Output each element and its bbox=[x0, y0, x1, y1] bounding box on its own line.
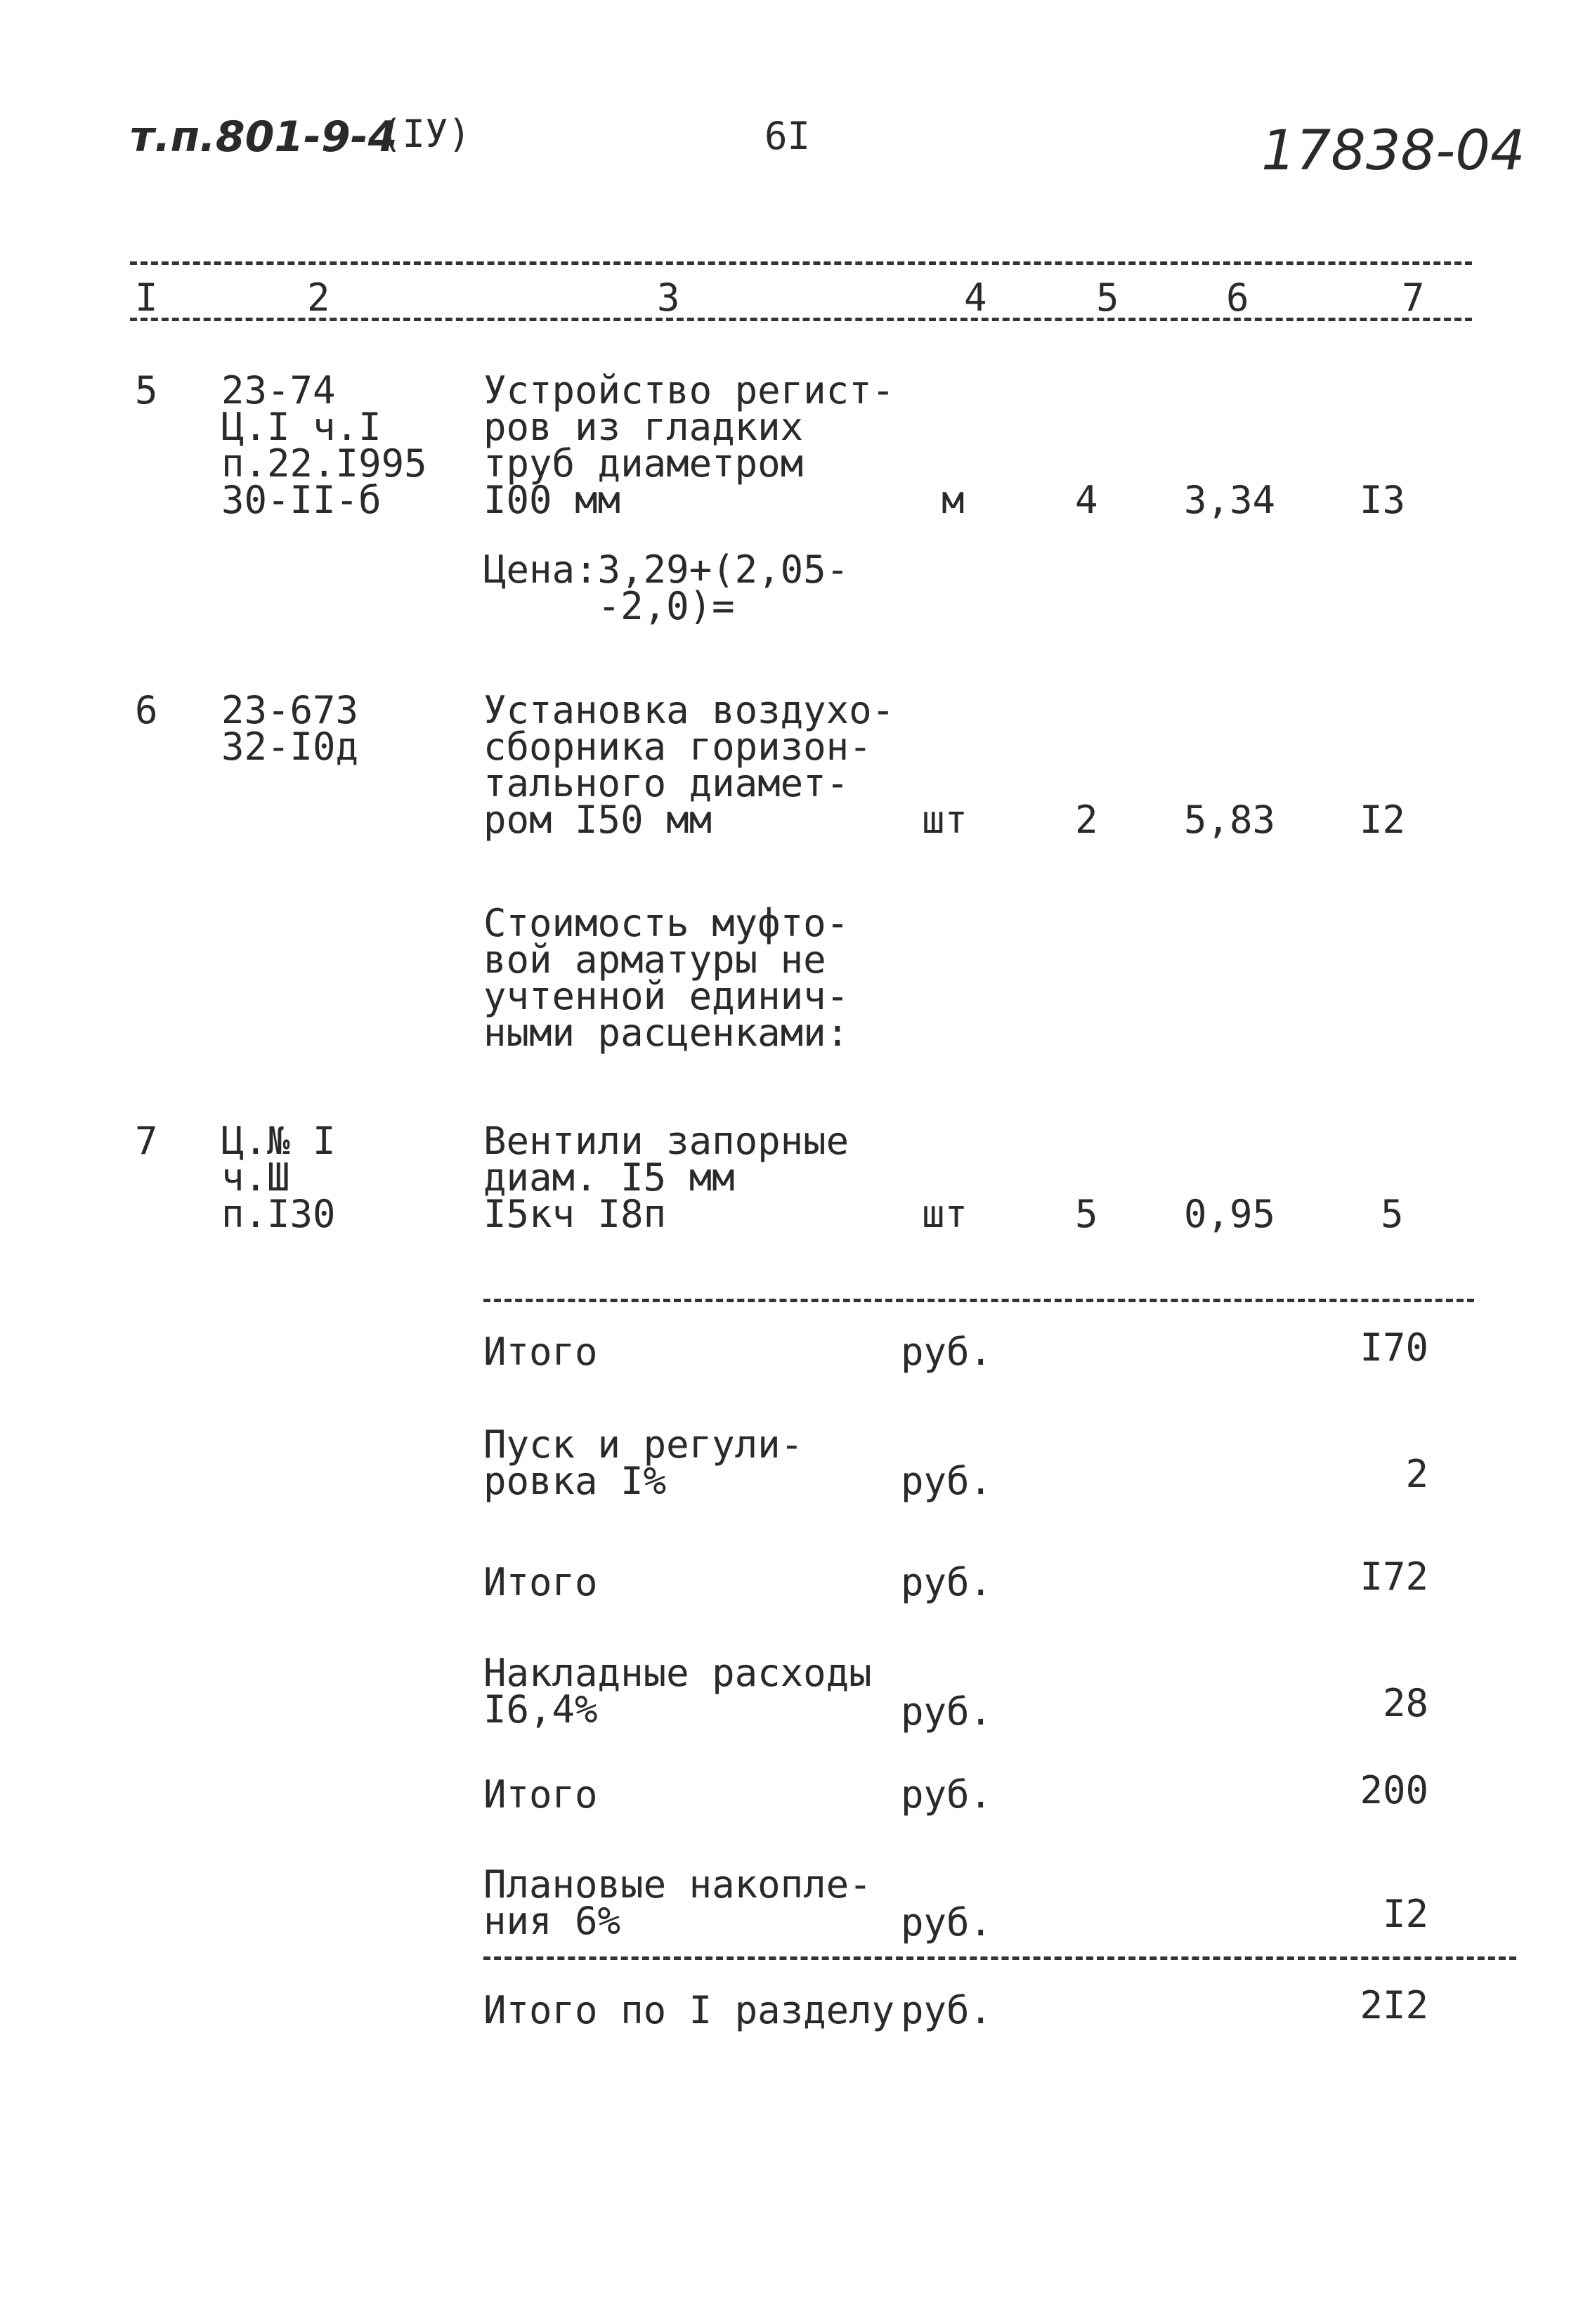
row-price: 5,83 bbox=[1184, 798, 1276, 842]
row-unit: шт bbox=[922, 798, 968, 842]
summary-unit: руб. bbox=[901, 1772, 993, 1817]
row-unit: м bbox=[942, 478, 965, 522]
row-total: I2 bbox=[1360, 798, 1406, 842]
row-qty: 5 bbox=[1075, 1192, 1098, 1236]
doc-code: т.п.801-9-4 bbox=[130, 112, 398, 162]
summary-label: Накладные расходы I6,4% bbox=[483, 1651, 872, 1732]
row-price: 3,34 bbox=[1184, 478, 1276, 522]
summary-top-rule bbox=[483, 1299, 1474, 1302]
row-ref: Ц.№ I ч.Ш п.I30 bbox=[221, 1119, 336, 1236]
col-header-5: 5 bbox=[1096, 275, 1119, 320]
summary-unit: руб. bbox=[901, 1689, 993, 1734]
row-desc: Установка воздухо- сборника горизон- тального диамет- ром I50 мм bbox=[483, 688, 895, 842]
page-number: 6I bbox=[764, 114, 811, 158]
summary-value: 28 bbox=[1382, 1681, 1428, 1725]
row-qty: 2 bbox=[1075, 798, 1098, 842]
col-header-7: 7 bbox=[1402, 275, 1425, 320]
grand-total-label: Итого по I разделу bbox=[483, 1988, 895, 2032]
row-ref: 23-673 32-I0д bbox=[221, 688, 359, 769]
row-note: Цена:3,29+(2,05- -2,0)= bbox=[483, 547, 849, 628]
header-top-rule bbox=[130, 261, 1472, 265]
row-qty: 4 bbox=[1075, 478, 1098, 522]
summary-value: 200 bbox=[1360, 1768, 1428, 1812]
summary-unit: руб. bbox=[901, 1560, 993, 1604]
section-note: Стоимость муфто- вой арматуры не учтенной единич- ными расценками: bbox=[483, 901, 849, 1055]
summary-label: Итого bbox=[483, 1560, 598, 1604]
col-header-4: 4 bbox=[964, 275, 987, 320]
summary-label: Плановые накопле- ния 6% bbox=[483, 1862, 872, 1943]
summary-value: I72 bbox=[1360, 1554, 1428, 1599]
header-bottom-rule bbox=[130, 318, 1472, 321]
grand-total-value: 2I2 bbox=[1360, 1983, 1428, 2027]
summary-value: 2 bbox=[1405, 1452, 1428, 1496]
row-price: 0,95 bbox=[1184, 1192, 1276, 1236]
row-num: 7 bbox=[135, 1119, 158, 1163]
col-header-3: 3 bbox=[657, 275, 680, 320]
summary-value: I70 bbox=[1360, 1325, 1428, 1370]
summary-label: Итого bbox=[483, 1772, 598, 1817]
col-header-1: I bbox=[135, 275, 158, 320]
inventory-number: 17838-04 bbox=[1261, 119, 1525, 183]
grand-total-rule bbox=[483, 1956, 1516, 1960]
summary-unit: руб. bbox=[901, 1330, 993, 1374]
summary-label: Пуск и регули- ровка I% bbox=[483, 1422, 804, 1503]
doc-code-suffix: (IУ) bbox=[379, 112, 471, 156]
row-ref: 23-74 Ц.I ч.I п.22.I995 30-II-б bbox=[221, 368, 427, 522]
row-desc: Устройство регист- ров из гладких труб диаметром I00 мм bbox=[483, 368, 895, 522]
row-num: 5 bbox=[135, 368, 158, 413]
summary-value: I2 bbox=[1382, 1892, 1428, 1936]
summary-label: Итого bbox=[483, 1330, 598, 1374]
row-desc: Вентили запорные диам. I5 мм I5кч I8п bbox=[483, 1119, 849, 1236]
row-unit: шт bbox=[922, 1192, 968, 1236]
summary-unit: руб. bbox=[901, 1459, 993, 1503]
grand-total-unit: руб. bbox=[901, 1988, 993, 2032]
row-total: 5 bbox=[1381, 1192, 1404, 1236]
summary-unit: руб. bbox=[901, 1900, 993, 1945]
row-num: 6 bbox=[135, 688, 158, 732]
col-header-6: 6 bbox=[1226, 275, 1249, 320]
row-total: I3 bbox=[1360, 478, 1406, 522]
col-header-2: 2 bbox=[307, 275, 330, 320]
